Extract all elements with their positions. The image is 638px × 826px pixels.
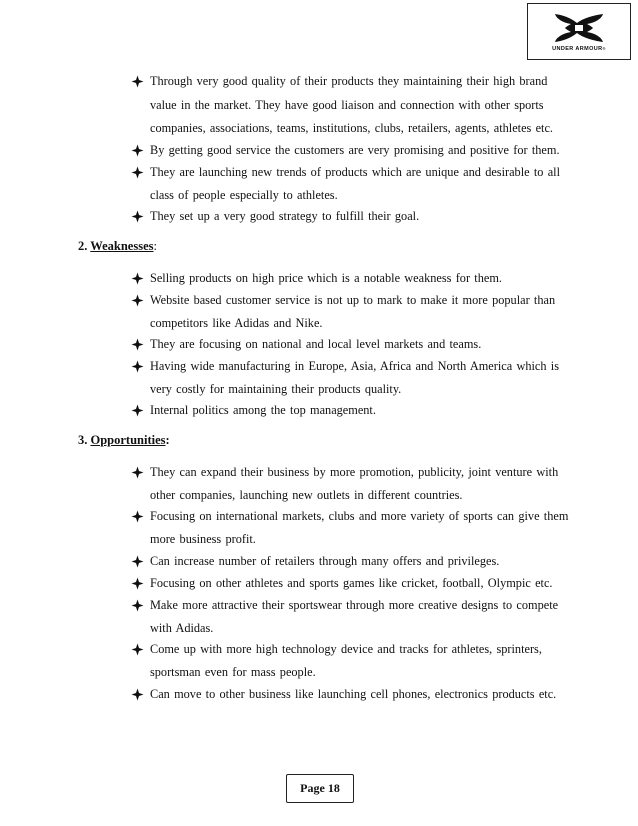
- opportunity-3-line-1: Can increase number of retailers through many offers and privileges.: [150, 554, 500, 568]
- weakness-4-line-2: very costly for maintaining their products quality.: [150, 382, 402, 396]
- diamond-bullet-icon: [131, 75, 144, 88]
- strength-1-line-3: companies, associations, teams, institutions, clubs, retailers, agents, athletes etc.: [150, 121, 554, 135]
- weakness-4-line-1: Having wide manufacturing in Europe, Asia, Africa and North America which is: [150, 359, 559, 373]
- logo-wordmark: UNDER ARMOUR®: [552, 45, 606, 52]
- opportunity-4-line-1: Focusing on other athletes and sports games like cricket, football, Olympic etc.: [150, 576, 553, 590]
- weakness-2-line-1: Website based customer service is not up to mark to make it more popular than: [150, 293, 556, 307]
- weakness-1-line-1: Selling products on high price which is a notable weakness for them.: [150, 271, 502, 285]
- weakness-3-line-1: They are focusing on national and local level markets and teams.: [150, 337, 482, 351]
- under-armour-logo: [527, 3, 631, 60]
- diamond-bullet-icon: [131, 599, 144, 612]
- strength-3-line-1: They are launching new trends of products which are unique and desirable to all: [150, 165, 560, 179]
- weakness-5-line-1: Internal politics among the top management.: [150, 403, 376, 417]
- opportunity-2-line-2: more business profit.: [150, 532, 256, 546]
- opportunity-1-line-1: They can expand their business by more promotion, publicity, joint venture with: [150, 465, 559, 479]
- diamond-bullet-icon: [131, 510, 144, 523]
- opportunity-2-line-1: Focusing on international markets, clubs and more variety of sports can give them: [150, 509, 569, 523]
- diamond-bullet-icon: [131, 210, 144, 223]
- diamond-bullet-icon: [131, 272, 144, 285]
- diamond-bullet-icon: [131, 643, 144, 656]
- opportunity-7-line-1: Can move to other business like launching cell phones, electronics products etc.: [150, 687, 557, 701]
- strength-3-line-2: class of people especially to athletes.: [150, 188, 338, 202]
- diamond-bullet-icon: [131, 144, 144, 157]
- heading-opportunities: 3. Opportunities:: [78, 433, 170, 447]
- diamond-bullet-icon: [131, 294, 144, 307]
- weakness-2-line-2: competitors like Adidas and Nike.: [150, 316, 323, 330]
- strength-4-line-1: They set up a very good strategy to fulfill their goal.: [150, 209, 420, 223]
- opportunity-6-line-2: sportsman even for mass people.: [150, 665, 316, 679]
- opportunity-5-line-1: Make more attractive their sportswear through more creative designs to compete: [150, 598, 559, 612]
- strength-1-line-1: Through very good quality of their products they maintaining their high brand: [150, 74, 548, 88]
- diamond-bullet-icon: [131, 166, 144, 179]
- diamond-bullet-icon: [131, 688, 144, 701]
- page-number: Page 18: [286, 774, 354, 803]
- opportunity-1-line-2: other companies, launching new outlets in different countries.: [150, 488, 463, 502]
- diamond-bullet-icon: [131, 360, 144, 373]
- under-armour-icon: [553, 12, 605, 44]
- diamond-bullet-icon: [131, 404, 144, 417]
- strength-1-line-2: value in the market. They have good liaison and connection with other sports: [150, 98, 544, 112]
- opportunity-6-line-1: Come up with more high technology device and tracks for athletes, sprinters,: [150, 642, 542, 656]
- heading-weaknesses: 2. Weaknesses:: [78, 239, 157, 253]
- diamond-bullet-icon: [131, 577, 144, 590]
- diamond-bullet-icon: [131, 555, 144, 568]
- strength-2-line-1: By getting good service the customers are very promising and positive for them.: [150, 143, 560, 157]
- diamond-bullet-icon: [131, 466, 144, 479]
- opportunity-5-line-2: with Adidas.: [150, 621, 214, 635]
- diamond-bullet-icon: [131, 338, 144, 351]
